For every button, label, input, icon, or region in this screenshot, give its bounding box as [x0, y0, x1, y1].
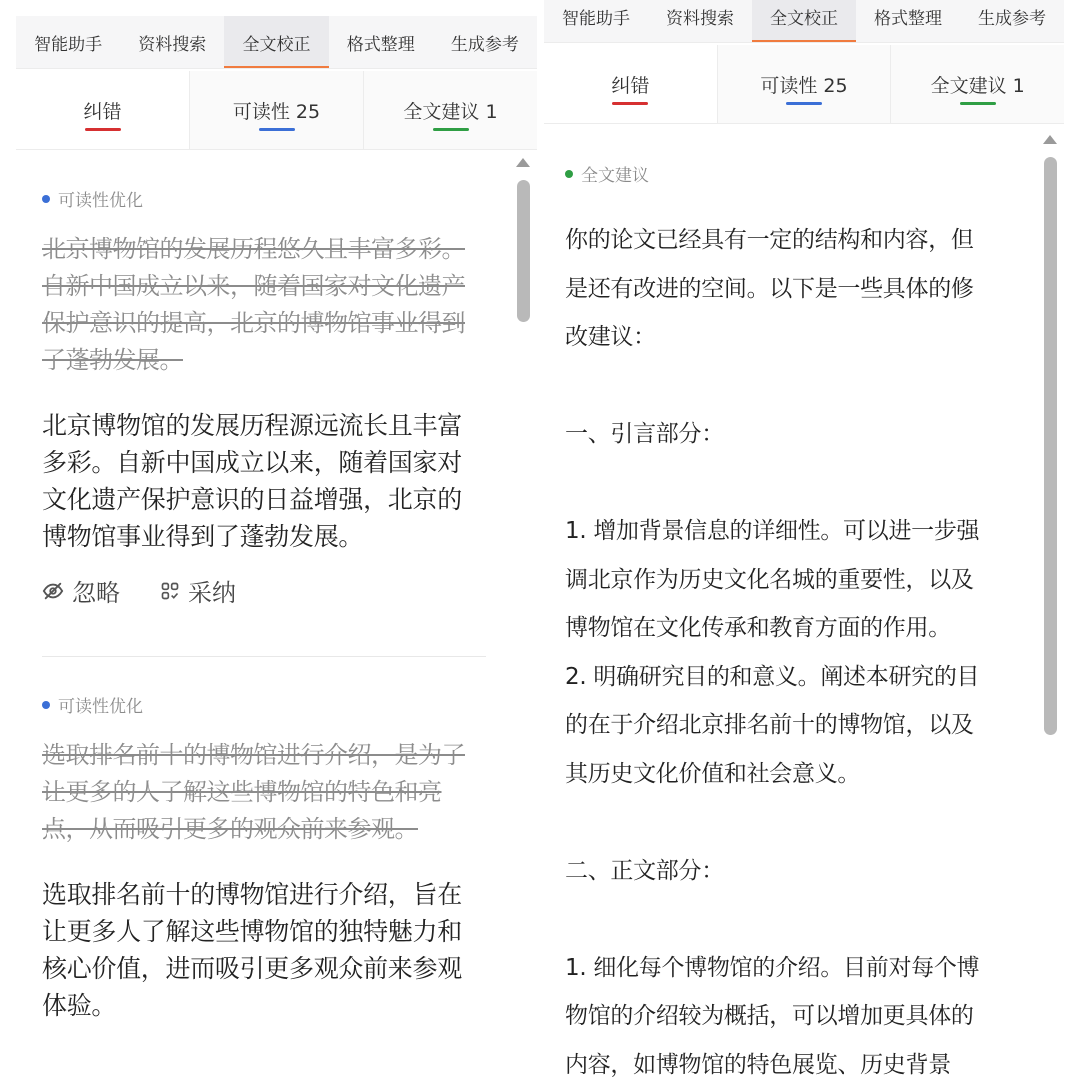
tab-generate-reference[interactable]: 生成参考: [450, 34, 519, 55]
subtab-readability[interactable]: [717, 45, 891, 123]
full-suggestion-card: [565, 161, 1005, 1080]
tag-dot: [42, 701, 50, 709]
tag-dot: [565, 170, 573, 178]
top-tab-bar: [544, 0, 1064, 43]
card-divider: [42, 656, 486, 657]
subtab-label: 可读性 25: [232, 100, 321, 123]
paragraph-gap: [565, 362, 1005, 411]
suggestion-line: 内容，如博物馆的特色展览、历史背景: [565, 1051, 951, 1078]
top-tab-bar: [16, 16, 537, 69]
adopt-label: 采纳: [188, 579, 236, 607]
suggestion-card: [42, 186, 486, 608]
subtab-error-correction[interactable]: [544, 45, 717, 123]
subtab-label: 可读性 25: [760, 74, 848, 97]
paragraph-gap: [565, 798, 1005, 847]
left-proofread-panel: [16, 0, 537, 1080]
subtab-indicator: [612, 102, 648, 105]
tag-dot: [42, 195, 50, 203]
suggestion-card: [42, 692, 486, 1024]
ignore-button[interactable]: [42, 573, 120, 608]
tab-smart-assistant[interactable]: 智能助手: [562, 8, 630, 29]
suggestion-line: 1. 细化每个博物馆的介绍。目前对每个博: [565, 954, 980, 981]
ignore-label: 忽略: [72, 579, 120, 607]
suggestion-list: [16, 150, 537, 1080]
suggestion-line: 二、正文部分：: [565, 857, 724, 884]
adopt-button[interactable]: [160, 573, 236, 608]
tab-full-proofread[interactable]: 全文校正: [224, 16, 328, 68]
tag-label: 全文建议: [581, 166, 649, 186]
scrollbar-thumb[interactable]: [517, 180, 530, 322]
paragraph-gap: [565, 895, 1005, 944]
suggestion-line: 1. 增加背景信息的详细性。可以进一步强: [565, 518, 980, 544]
original-text: 北京博物馆的发展历程悠久且丰富多彩。自新中国成立以来，随着国家对文化遗产保护意识的提高，北京的博物馆事业得到了蓬勃发展。: [42, 235, 465, 374]
card-actions: [42, 573, 486, 608]
tab-material-search[interactable]: 资料搜索: [666, 8, 734, 29]
scroll-up-arrow-icon[interactable]: [516, 158, 530, 167]
original-text: 选取排名前十的博物馆进行介绍，是为了让更多的人了解这些博物馆的特色和亮点，从而吸引更多的观众前来参观。: [42, 741, 465, 843]
right-suggestion-panel: [544, 0, 1064, 1080]
tab-format[interactable]: 格式整理: [346, 34, 415, 55]
suggestion-line: 一、引言部分：: [565, 421, 724, 447]
tag-label: 可读性优化: [58, 697, 143, 717]
suggestion-line: 调北京作为历史文化名城的重要性，以及: [565, 566, 974, 593]
subtab-indicator: [85, 128, 121, 131]
category-tabs: [544, 45, 1064, 124]
adopt-icon: [160, 581, 180, 601]
subtab-indicator: [960, 102, 996, 105]
suggestion-line: 物馆的介绍较为概括，可以增加更具体的: [565, 1003, 974, 1029]
suggestion-line: 是还有改进的空间。以下是一些具体的修: [565, 275, 974, 302]
suggestion-line: 2. 明确研究目的和意义。阐述本研究的目: [565, 663, 980, 690]
suggestion-line: 其历史文化价值和社会意义。: [565, 760, 861, 787]
category-tabs: [16, 71, 537, 150]
subtab-full-suggestion[interactable]: [890, 45, 1064, 123]
subtab-error-correction[interactable]: [16, 71, 189, 149]
paragraph-gap: [565, 459, 1005, 508]
revised-text: 北京博物馆的发展历程源远流长且丰富多彩。自新中国成立以来，随着国家对文化遗产保护意识的日益增强，北京的博物馆事业得到了蓬勃发展。: [42, 411, 462, 551]
suggestion-line: 博物馆在文化传承和教育方面的作用。: [565, 615, 951, 641]
suggestion-type-tag: [42, 692, 486, 717]
tag-label: 可读性优化: [58, 191, 143, 211]
subtab-readability[interactable]: [189, 71, 363, 149]
scrollbar-thumb[interactable]: [1044, 157, 1057, 735]
suggestion-type-tag: [565, 161, 1005, 186]
subtab-indicator: [259, 128, 295, 131]
tab-format[interactable]: 格式整理: [874, 8, 942, 29]
tab-smart-assistant[interactable]: 智能助手: [34, 34, 103, 55]
subtab-indicator: [433, 128, 469, 131]
tab-material-search[interactable]: 资料搜索: [138, 34, 207, 55]
subtab-label: 纠错: [611, 74, 650, 97]
suggestion-body: [565, 216, 1005, 1080]
subtab-label: 全文建议 1: [403, 100, 498, 123]
eye-off-icon: [42, 580, 64, 602]
subtab-indicator: [786, 102, 822, 105]
revised-text: 选取排名前十的博物馆进行介绍，旨在让更多人了解这些博物馆的独特魅力和核心价值，进而吸引更多观众前来参观体验。: [42, 880, 462, 1020]
scroll-up-arrow-icon[interactable]: [1043, 135, 1057, 144]
suggestion-type-tag: [42, 186, 486, 211]
suggestion-line: 你的论文已经具有一定的结构和内容，但: [565, 227, 974, 253]
subtab-label: 纠错: [83, 100, 122, 123]
subtab-full-suggestion[interactable]: [363, 71, 537, 149]
subtab-label: 全文建议 1: [930, 74, 1025, 97]
suggestion-line: 的在于介绍北京排名前十的博物馆，以及: [565, 712, 974, 738]
tab-generate-reference[interactable]: 生成参考: [978, 8, 1046, 29]
suggestion-line: 改建议：: [565, 324, 656, 350]
suggestion-content: [544, 125, 1064, 1080]
tab-full-proofread[interactable]: 全文校正: [752, 0, 856, 42]
